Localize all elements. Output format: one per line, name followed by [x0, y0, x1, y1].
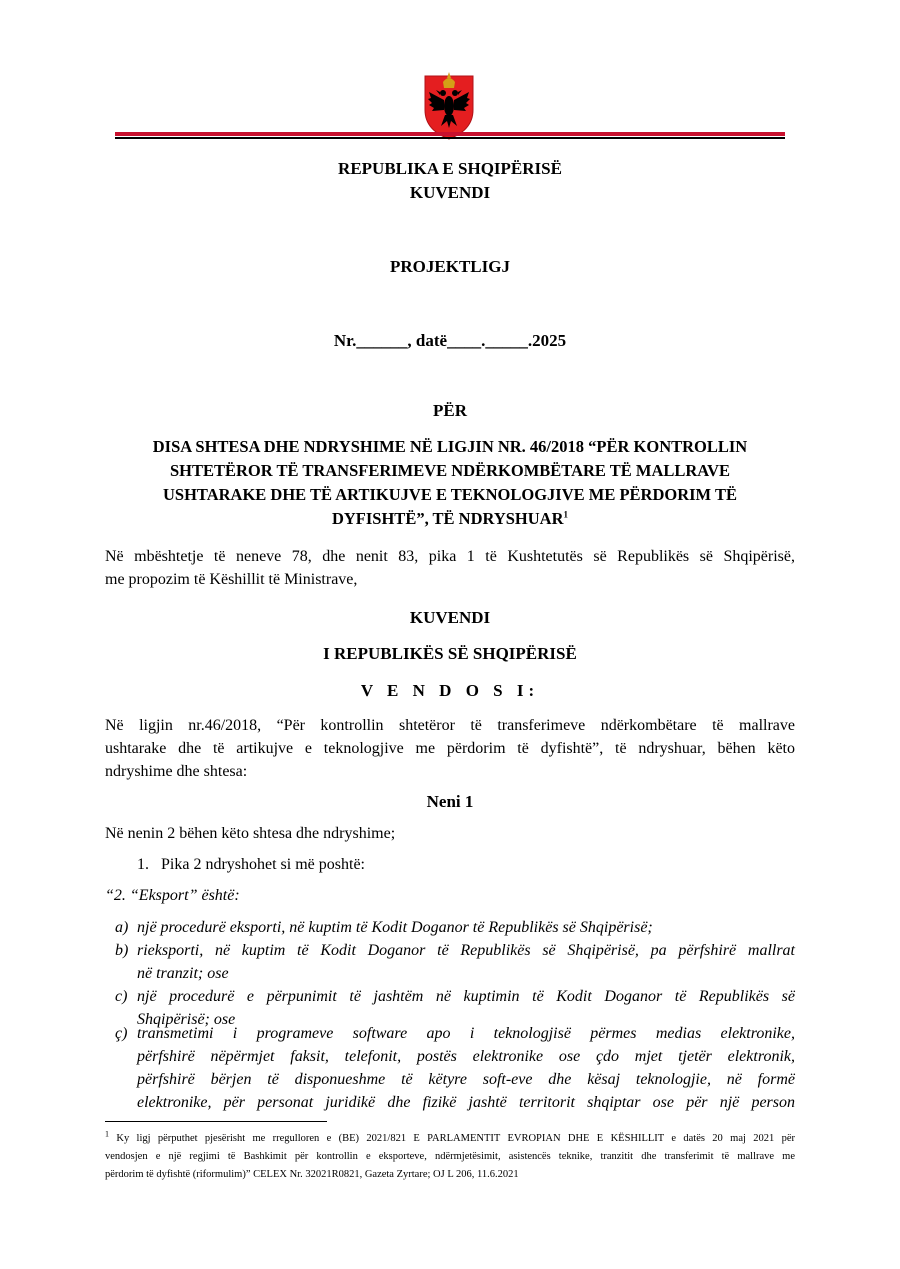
list-item-label: a) — [115, 919, 129, 936]
intro-line: ndryshime dhe shtesa: — [105, 763, 248, 780]
preamble — [105, 545, 795, 591]
intro-paragraph — [105, 714, 795, 783]
intro-line: Në ligjin nr.46/2018, “Për kontrollin shtetëror të transferimeve ndërkombëtare të mallrave — [105, 717, 795, 734]
article-intro: Në nenin 2 bëhen këto shtesa dhe ndryshime; — [105, 825, 396, 842]
list-item-text — [137, 916, 795, 939]
law-title-line: SHTETËROR TË TRANSFERIMEVE NDËRKOMBËTARE TË MALLRAVE — [169, 461, 731, 480]
list-item-label: c) — [115, 988, 128, 1005]
list-item-label: b) — [115, 942, 129, 959]
numbered-item — [137, 853, 737, 876]
intro-line: ushtarake dhe të artikujve e teknologjive me përdorim të dyfishtë”, të ndryshuar, bëhen këto — [105, 740, 795, 757]
numbered-item-number: 1. — [137, 856, 149, 873]
header-red-rule — [115, 132, 785, 136]
albanian-coat-of-arms-icon — [423, 66, 475, 140]
footnote-mark: 1 — [105, 1129, 109, 1139]
list-item-line: rieksporti, në kuptim të Kodit Doganor të Republikës së Shqipërisë, pa përfshirë mallrat — [137, 942, 795, 959]
list-item-line: përfshirë nëpërmjet faksit, telefonit, postës elektronike ose çdo mjet tjetër elektronik, — [137, 1048, 795, 1065]
law-title-line: DYFISHTË”, TË NDRYSHUAR$^1$ — [331, 509, 569, 528]
list-item-label: ç) — [115, 1025, 128, 1042]
list-item-line: transmetimi i programeve software apo i teknologjisë përmes medias elektronike, — [137, 1025, 795, 1042]
law-title — [105, 435, 795, 531]
header-black-rule — [115, 137, 785, 139]
preamble-line: Në mbështetje të neneve 78, dhe nenit 83, pika 1 të Kushtetutës së Republikës së Shqipërisë, — [105, 548, 795, 565]
assembly-heading: KUVENDI — [409, 608, 491, 627]
numbered-item-text: Pika 2 ndryshohet si më poshtë: — [161, 856, 365, 873]
per-heading: PËR — [433, 401, 467, 420]
footnote-separator — [105, 1121, 327, 1122]
list-item-line: Shqipërisë; ose — [137, 1011, 236, 1028]
quote-start: “2. “Eksport” është: — [105, 887, 240, 904]
list-item-text — [137, 1022, 795, 1114]
institution-heading: KUVENDI — [409, 183, 491, 202]
assembly-subheading: I REPUBLIKËS SË SHQIPËRISË — [323, 644, 577, 663]
preamble-line: me propozim të Këshillit të Ministrave, — [105, 571, 358, 588]
list-item — [115, 1022, 795, 1114]
footnote-line: përdorim të dyfishtë (riformulim)” CELEX Nr. 32021R0821, Gazeta Zyrtare; OJ L 206, 11.6.2021 — [105, 1169, 519, 1180]
footnote-line: $^1$ Ky ligj përputhet pjesërisht me rregulloren e (BE) 2021/821 E PARLAMENTIT EVROPIAN DHE E KËSHILLIT e datës 20 maj 2021 për — [105, 1129, 795, 1144]
doc-number: Nr.______, datë____._____.2025 — [333, 331, 567, 350]
list-item — [115, 939, 795, 985]
republic-heading: REPUBLIKA E SHQIPËRISË — [338, 159, 562, 178]
footnote — [105, 1130, 795, 1184]
list-item — [115, 916, 795, 939]
list-item-line: elektronike, për personat juridikë dhe fizikë jashtë territorit shqiptar ose për një person — [137, 1094, 795, 1111]
list-item-line: përfshirë bërjen të disponueshme të këtyre soft-eve dhe kësaj teknologjie, në formë — [137, 1071, 795, 1088]
footnote-line: vendosjen e një regjimi të Bashkimit për kontrollin e eksporteve, ndërmjetësimit, asistencës teknike, tranzitit dhe transferimit të mallrave me — [105, 1151, 795, 1162]
list-item-text — [137, 939, 795, 985]
article-title: Neni 1 — [426, 792, 474, 811]
footnote-reference[interactable]: 1 — [563, 509, 569, 520]
decides-heading: V E N D O S I: — [360, 681, 540, 700]
list-item-line: në tranzit; ose — [137, 965, 229, 982]
law-title-line: DISA SHTESA DHE NDRYSHIME NË LIGJIN NR. 46/2018 “PËR KONTROLLIN — [152, 437, 748, 456]
doc-type: PROJEKTLIGJ — [390, 257, 510, 276]
list-item-line: një procedurë eksporti, në kuptim të Kodit Doganor të Republikës së Shqipërisë; — [137, 919, 653, 936]
list-item-line: një procedurë e përpunimit të jashtëm në kuptimin të Kodit Doganor të Republikës së — [137, 988, 795, 1005]
law-title-line: USHTARAKE DHE TË ARTIKUJVE E TEKNOLOGJIVE ME PËRDORIM TË — [163, 485, 737, 504]
